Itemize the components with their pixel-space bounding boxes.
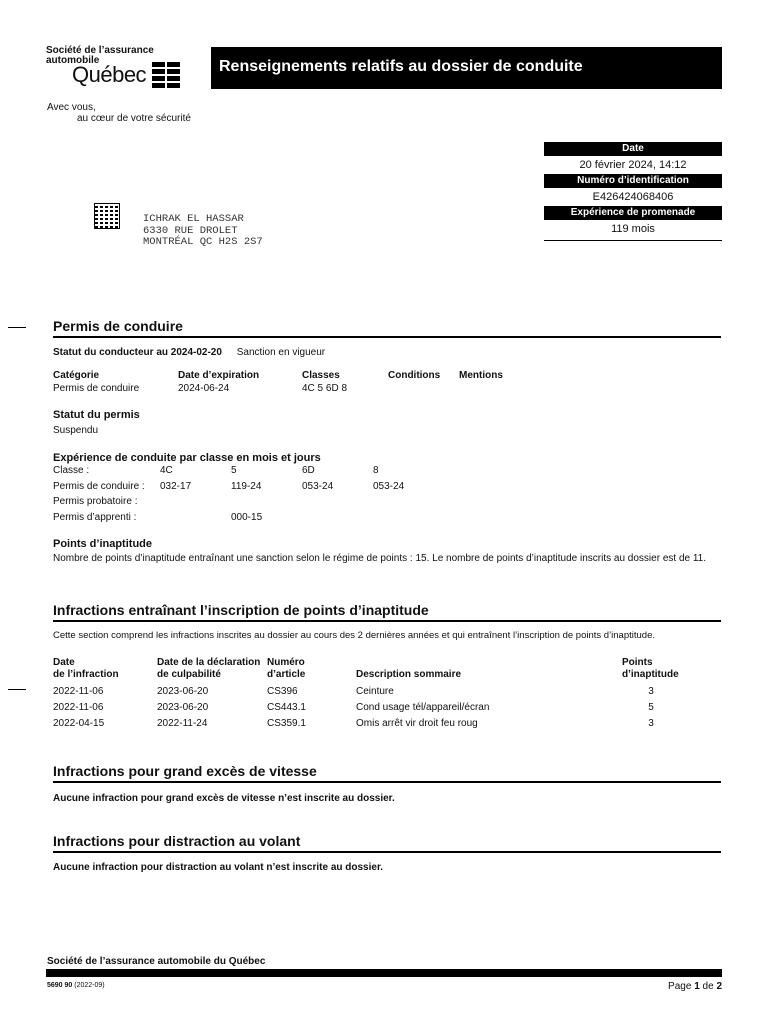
logo-quebec xyxy=(72,62,180,88)
cell-date: 2022-04-15 xyxy=(53,718,105,729)
date-label: Date xyxy=(544,142,722,156)
hdr-num-2: d’article xyxy=(267,668,306,680)
col-classes: Classes xyxy=(302,370,340,381)
section-distraction-title: Infractions pour distraction au volant xyxy=(53,833,721,853)
cell-pts: 3 xyxy=(648,686,654,697)
cell-date: 2022-11-06 xyxy=(53,686,104,697)
hdr-date xyxy=(53,657,119,680)
experience-row xyxy=(53,465,444,481)
exp-cell: 053-24 xyxy=(373,480,405,492)
exp-cell: 8 xyxy=(373,465,379,476)
hdr-date-2: de l’infraction xyxy=(53,668,119,680)
fold-mark xyxy=(8,689,26,690)
exp-cell: Classe : xyxy=(53,465,90,476)
logo-tagline xyxy=(47,102,191,124)
exp-cell: Permis d’apprenti : xyxy=(53,511,137,523)
hdr-num-1: Numéro xyxy=(267,657,305,668)
col-categorie: Catégorie xyxy=(53,370,100,381)
table-row xyxy=(53,702,681,718)
cell-art: CS396 xyxy=(267,686,298,697)
cell-pts: 5 xyxy=(648,702,654,713)
fleurdelise-icon xyxy=(152,62,180,88)
datamatrix-icon xyxy=(94,203,120,229)
section-permis-title: Permis de conduire xyxy=(53,318,721,338)
page-of: de xyxy=(699,981,717,992)
section-infractions-title: Infractions entraînant l’inscription de points d’inaptitude xyxy=(53,602,721,622)
points-title: Points d’inaptitude xyxy=(53,538,152,550)
hdr-decl xyxy=(157,657,260,680)
cell-decl: 2023-06-20 xyxy=(157,702,209,713)
exp-cell: 119-24 xyxy=(231,480,262,492)
id-value: E426424068406 xyxy=(592,191,674,203)
experience-row xyxy=(53,481,444,497)
page-num: 1 xyxy=(694,981,700,992)
exp-cell: Permis de conduire : xyxy=(53,480,145,492)
cell-desc: Omis arrêt vir droit feu roug xyxy=(356,718,478,729)
experience-title: Expérience de conduite par classe en mois et jours xyxy=(53,452,321,464)
statut-conducteur xyxy=(53,347,325,358)
statut-value: Sanction en vigueur xyxy=(236,347,326,358)
cell-art: CS443.1 xyxy=(267,702,306,713)
cell-pts: 3 xyxy=(648,718,654,729)
hdr-pts-2: d’inaptitude xyxy=(622,668,679,680)
exp-cell: 4C xyxy=(160,465,173,476)
exp-cell: 6D xyxy=(302,465,315,476)
exp-cell: 5 xyxy=(231,465,237,476)
form-no: 5690 90 xyxy=(47,982,73,989)
exp-label: Expérience de promenade xyxy=(544,206,722,220)
statut-permis-label: Statut du permis xyxy=(53,409,140,421)
val-categorie: Permis de conduire xyxy=(53,383,140,394)
exp-cell: 053-24 xyxy=(302,480,334,492)
hdr-pts-1: Points xyxy=(622,657,653,668)
exp-cell xyxy=(160,512,231,528)
col-expiration: Date d’expiration xyxy=(178,370,260,381)
address-name: ICHRAK EL HASSAR xyxy=(143,213,244,225)
cell-date: 2022-11-06 xyxy=(53,702,104,713)
vitesse-text: Aucune infraction pour grand excès de vitesse n’est inscrite au dossier. xyxy=(53,793,395,804)
val-classes: 4C 5 6D 8 xyxy=(302,383,348,394)
exp-value: 119 mois xyxy=(544,220,722,241)
table-row xyxy=(53,718,681,734)
form-date: (2022-09) xyxy=(74,982,105,989)
hdr-num xyxy=(267,657,305,680)
hdr-decl-1: Date de la déclaration xyxy=(157,657,261,668)
date-value: 20 février 2024, 14:12 xyxy=(579,159,687,171)
col-conditions: Conditions xyxy=(388,370,441,381)
points-text: Nombre de points d’inaptitude entraînant une sanction selon le régime de points : 15. Le nombre de points d’inaptitude inscrits au dossier est de 11. xyxy=(53,553,706,564)
experience-row xyxy=(53,512,444,528)
hdr-decl-2: de culpabilité xyxy=(157,668,221,680)
exp-cell: Permis probatoire : xyxy=(53,496,138,507)
id-label: Numéro d’identification xyxy=(544,174,722,188)
cell-desc: Cond usage tél/appareil/écran xyxy=(356,702,490,713)
info-box xyxy=(544,142,722,241)
experience-table xyxy=(53,465,444,527)
cell-decl: 2023-06-20 xyxy=(157,686,209,697)
page-prefix: Page xyxy=(668,981,695,992)
hdr-pts xyxy=(622,657,679,680)
cell-art: CS359.1 xyxy=(267,718,306,729)
exp-cell: 000-15 xyxy=(231,511,263,523)
fold-mark xyxy=(8,327,26,328)
statut-label: Statut du conducteur au 2024-02-20 xyxy=(53,347,222,358)
page-total: 2 xyxy=(716,981,722,992)
logo-org-line1: Société de l’assurance xyxy=(46,45,154,56)
section-vitesse-title: Infractions pour grand excès de vitesse xyxy=(53,763,721,783)
tagline-line1: Avec vous, xyxy=(47,102,96,113)
page-indicator xyxy=(668,981,722,992)
table-row xyxy=(53,686,681,702)
infractions-intro: Cette section comprend les infractions inscrites au dossier au cours des 2 dernières années et qui entraînent l’inscription de points d’inaptitude. xyxy=(53,630,656,641)
address-street: 6330 RUE DROLET xyxy=(143,224,238,237)
tagline-line2: au cœur de votre sécurité xyxy=(77,113,191,124)
infractions-table xyxy=(53,686,681,734)
val-expiration: 2024-06-24 xyxy=(178,383,230,394)
experience-row xyxy=(53,496,444,512)
hdr-desc: Description sommaire xyxy=(356,669,462,680)
cell-decl: 2022-11-24 xyxy=(157,718,208,729)
exp-cell: 032-17 xyxy=(160,480,192,492)
distraction-text: Aucune infraction pour distraction au volant n’est inscrite au dossier. xyxy=(53,862,384,873)
statut-permis-value: Suspendu xyxy=(53,425,99,436)
logo-org-line2: automobile xyxy=(46,55,100,66)
mailing-address xyxy=(143,214,263,249)
footer-org: Société de l’assurance automobile du Québec xyxy=(47,956,266,967)
cell-desc: Ceinture xyxy=(356,686,394,697)
logo-quebec-text: Québec xyxy=(72,62,147,87)
form-number xyxy=(47,982,105,989)
page-title: Renseignements relatifs au dossier de conduite xyxy=(211,47,722,89)
col-mentions: Mentions xyxy=(459,370,503,381)
address-city: MONTRÉAL QC H2S 2S7 xyxy=(143,236,263,248)
hdr-date-1: Date xyxy=(53,657,75,668)
footer-rule xyxy=(46,969,722,977)
